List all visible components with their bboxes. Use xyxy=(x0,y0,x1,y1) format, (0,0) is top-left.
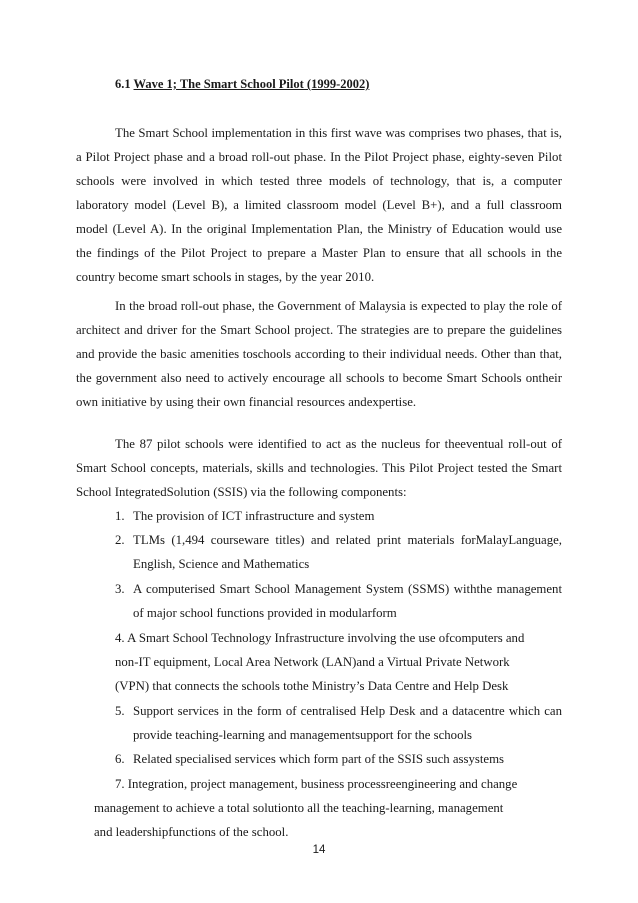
paragraph-2-line-1: In the broad roll-out phase, the Government of Malaysia is expected to play the role of xyxy=(115,299,562,313)
paragraph-3-line-2: Smart School concepts, materials, skills and technologies. This Pilot Project tested the Smart xyxy=(76,461,562,475)
list-item-7-line-3: and leadershipfunctions of the school. xyxy=(94,825,289,839)
list-item-6-number: 6. xyxy=(115,752,125,766)
section-title: Wave 1; The Smart School Pilot (1999-2002) xyxy=(133,77,370,91)
paragraph-1-line-3: schools were involved in which tested three models of technology, that is, a computer xyxy=(76,174,562,188)
list-item-2-line-2: English, Science and Mathematics xyxy=(133,557,310,571)
paragraph-1-line-4: laboratory model (Level B), a limited classroom model (Level B+), and a full classroom xyxy=(76,198,562,212)
list-item-7-line-2: management to achieve a total solutionto all the teaching-learning, management xyxy=(94,801,504,815)
list-item-5-line-2: provide teaching-learning and managementsupport for the schools xyxy=(133,728,473,742)
list-item-4-line-1: 4. A Smart School Technology Infrastructure involving the use ofcomputers and xyxy=(115,631,525,645)
paragraph-1-line-2: a Pilot Project phase and a broad roll-out phase. In the Pilot Project phase, eighty-seven Pilot xyxy=(76,150,562,164)
paragraph-2-line-5: own initiative by using their own financial resources andexpertise. xyxy=(76,395,417,409)
list-item-2-line-1: TLMs (1,494 courseware titles) and related print materials forMalayLanguage, xyxy=(133,533,562,547)
list-item-6-line-1: Related specialised services which form part of the SSIS such assystems xyxy=(133,752,505,766)
paragraph-2-line-4: the government also need to actively encourage all schools to become Smart Schools ontheir xyxy=(76,371,562,385)
paragraph-1-line-5: model (Level A). In the original Implementation Plan, the Ministry of Education would use xyxy=(76,222,562,236)
paragraph-1-line-7: country become smart schools in stages, by the year 2010. xyxy=(76,270,375,284)
paragraph-3-line-1: The 87 pilot schools were identified to act as the nucleus for theeventual roll-out of xyxy=(115,437,562,451)
list-item-4-line-2: non-IT equipment, Local Area Network (LAN)and a Virtual Private Network xyxy=(115,655,510,669)
paragraph-2-line-2: architect and driver for the Smart School project. The strategies are to prepare the guidelines xyxy=(76,323,562,337)
section-number: 6.1 xyxy=(115,77,131,91)
paragraph-1-line-6: the findings of the Pilot Project to prepare a Master Plan to ensure that all schools in the xyxy=(76,246,562,260)
list-item-1-line-1: The provision of ICT infrastructure and system xyxy=(133,509,375,523)
page-number: 14 xyxy=(312,844,326,856)
list-item-3-line-1: A computerised Smart School Management System (SSMS) withthe management xyxy=(133,582,562,596)
paragraph-3-line-3: School IntegratedSolution (SSIS) via the following components: xyxy=(76,485,407,499)
paragraph-2-line-3: and provide the basic amenities toschools according to their individual needs. Other than that, xyxy=(76,347,562,361)
list-item-1-number: 1. xyxy=(115,509,125,523)
list-item-3-line-2: of major school functions provided in modularform xyxy=(133,606,397,620)
list-item-5-line-1: Support services in the form of centralised Help Desk and a datacentre which can xyxy=(133,704,562,718)
paragraph-1-line-1: The Smart School implementation in this first wave was comprises two phases, that is, xyxy=(115,126,562,140)
list-item-5-number: 5. xyxy=(115,704,125,718)
list-item-2-number: 2. xyxy=(115,533,125,547)
list-item-7-line-1: 7. Integration, project management, business processreengineering and change xyxy=(115,777,518,791)
section-heading xyxy=(115,77,369,92)
list-item-4-line-3: (VPN) that connects the schools tothe Ministry’s Data Centre and Help Desk xyxy=(115,679,509,693)
list-item-3-number: 3. xyxy=(115,582,125,596)
